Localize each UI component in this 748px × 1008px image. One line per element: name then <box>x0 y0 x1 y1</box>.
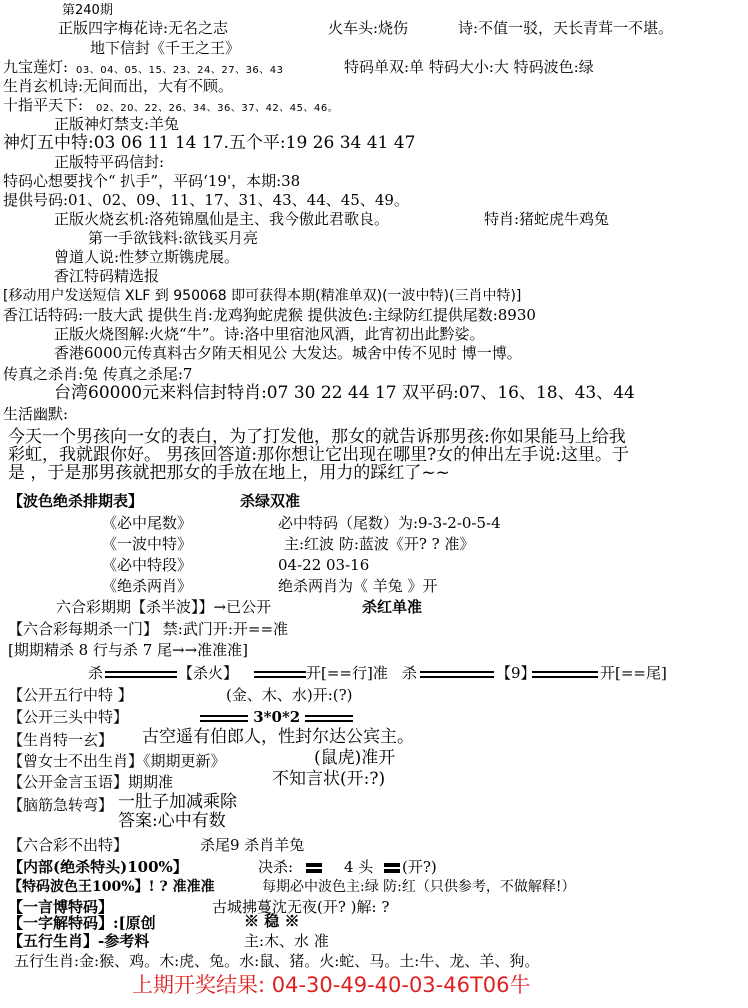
lamp-five-special: 神灯五中特:03 06 11 14 17.五个平:19 26 34 41 47 <box>3 133 416 153</box>
one-char-label: 【一字解特码】:[原创 <box>8 914 156 932</box>
ms-zeng-value: (鼠虎)准开 <box>314 748 396 768</box>
one-wave-label: 《一波中特》 <box>102 535 193 553</box>
humor-title: 生活幽默: <box>3 405 69 423</box>
brain-teaser-answer: 答案:心中有数 <box>118 811 226 831</box>
not-out-label: 【六合彩不出特】 <box>8 836 129 854</box>
three-head-label: 【公开三头中特】 <box>8 708 129 726</box>
zodiac-special-poem: 古空遥有伯郎人，性封尔达公宾主。 <box>142 727 414 747</box>
plum-poem: 正版四字梅花诗:无名之志 <box>58 19 229 37</box>
five-element-special-label: 【公开五行中特 】 <box>8 686 133 704</box>
special-flat-envelope: 正版特平码信封: <box>54 153 165 171</box>
inner-kill-prefix: 决杀: <box>258 858 294 876</box>
zodiac-mystery-poem: 生肖玄机诗:无间而出，大有不顾。 <box>3 77 234 95</box>
poem: 诗:不值一驳，天长青茸一不堪。 <box>458 19 674 37</box>
three-head-value: 3*0*2 <box>253 708 301 726</box>
one-wave-value: 主:红波 防:蓝波《开? ? 准》 <box>284 535 475 553</box>
kill-label-2: 杀 <box>402 664 418 682</box>
joke-line: 彩虹，我就跟你好。 男孩回答道:那你想让它出现在哪里?女的伸出左手说:这里。于 <box>8 445 629 465</box>
underground-envelope: 地下信封《千王之王》 <box>90 39 241 57</box>
last-draw-result: 上期开奖结果: 04-30-49-40-03-46T06牛 <box>132 973 531 997</box>
zeng-says: 曾道人说:性梦立斯镌虎展。 <box>54 248 240 266</box>
inner-kill-open: (开?) <box>402 858 437 876</box>
kill-one-gate: 【六合彩每期杀一门】 禁:武门开:开==准 <box>8 620 289 638</box>
not-out-value: 杀尾9 杀肖羊兔 <box>200 836 305 854</box>
five-elements-kill: [期期精杀 8 行与杀 7 尾→→准准准] <box>8 641 249 659</box>
train-head: 火车头:烧伤 <box>328 19 409 37</box>
five-element-zodiac-label: 【五行生肖】-参考料 <box>8 932 150 950</box>
special-zodiac: 特肖:猪蛇虎牛鸡兔 <box>484 210 610 228</box>
lotus-lamp-label: 九宝莲灯: <box>3 58 69 76</box>
special-odd-even: 特码单双:单 特码大小:大 特码波色:绿 <box>344 58 594 76</box>
half-wave-label: 六合彩期期【杀半波】】→已公开 <box>56 598 272 616</box>
color-kill-title: 【波色绝杀排期表】 <box>8 492 144 510</box>
must-segment-label: 《必中特段》 <box>102 556 193 574</box>
golden-words-label: 【公开金言玉语】期期准 <box>8 773 174 791</box>
brain-teaser-label: 【脑筋急转弯】 <box>8 796 114 814</box>
ten-fingers-numbers: 02、20、22、26、34、36、37、42、45、46。 <box>96 103 339 114</box>
hk-fax-material: 香港6000元传真料古夕陏天相见公 大发达。城舍中传不见时 博一博。 <box>54 344 522 362</box>
kill-nine: 【9】 <box>496 664 536 682</box>
one-word-label: 【一言博特码】 <box>8 898 114 916</box>
brain-teaser-question: 一肚子加减乘除 <box>118 792 237 812</box>
must-segment-value: 04-22 03-16 <box>278 556 370 574</box>
open-element: 开[==行]准 <box>306 664 388 682</box>
xiangjiang-special: 香江话特码:一肢大武 提供生肖:龙鸡狗蛇虎猴 提供波色:主绿防红提供尾数:8930 <box>3 306 536 324</box>
one-char-value: ※ 稳 ※ <box>244 912 300 930</box>
ten-fingers-label: 十指平天下: <box>3 96 84 114</box>
kill-fire: 【杀火】 <box>178 664 239 682</box>
golden-words-value: 不知言状(开:?) <box>272 769 386 789</box>
joke-line: 是 ，于是那男孩就把那女的手放在地上，用力的踩红了~~ <box>8 463 450 483</box>
joke-line: 今天一个男孩向一女的表白，为了打发他，那女的就告诉那男孩:你如果能马上给我 <box>8 427 626 447</box>
one-word-value: 古城拂蔓沈无夜(开? )解: ? <box>212 898 390 916</box>
kill-two-label: 《绝杀两肖》 <box>102 577 193 595</box>
lotus-lamp-numbers: 03、04、05、15、23、24、27、36、43 <box>76 65 284 76</box>
kill-red-tag: 杀红单准 <box>362 598 423 616</box>
kill-two-value: 绝杀两肖为《 羊兔 》开 <box>278 577 438 595</box>
lamp-forbidden: 正版神灯禁支:羊兔 <box>54 115 180 133</box>
ms-zeng-label: 【曾女士不出生肖】《期期更新》 <box>8 752 226 770</box>
sms-promo: [移动用户发送短信 XLF 到 950068 即可获得本期(精准单双)(一波中特)(三肖中特)] <box>3 288 522 304</box>
provided-numbers: 提供号码:01、02、09、11、17、31、43、44、45、49。 <box>3 191 409 209</box>
open-tail: 开[==尾] <box>600 664 667 682</box>
first-hand-material: 第一手欲钱料:欲钱买月亮 <box>88 229 259 247</box>
five-element-zodiac-list: 五行生肖:金:猴、鸡。木:虎、兔。水:鼠、猪。火:蛇、马。土:牛、龙、羊、狗。 <box>14 952 540 970</box>
fax-kill-zodiac: 传真之杀肖:兔 传真之杀尾:7 <box>3 365 193 383</box>
inner-kill-label: 【内部(绝杀特头)100%】 <box>8 858 188 876</box>
must-tail-value: 必中特码（尾数）为:9-3-2-0-5-4 <box>278 514 501 532</box>
zodiac-special-label: 【生肖特一玄】 <box>8 731 114 749</box>
special-code-hint: 特码心想要找个“ 扒手”，平码‘19'，本期:38 <box>3 172 301 190</box>
five-element-zodiac-value: 主:木、水 准 <box>244 932 329 950</box>
inner-kill-head: 4 头 <box>344 858 374 876</box>
must-tail-label: 《必中尾数》 <box>102 514 193 532</box>
kill-green-tag: 杀绿双准 <box>240 492 301 510</box>
color-king-label: 【特码波色王100%】! ? 准准准 <box>8 879 215 895</box>
fire-diagram: 正版火烧图解:火烧“牛”。诗:洛中里宿池风酒，此宵初出此黔娑。 <box>54 325 485 343</box>
issue-number: 第240期 <box>62 3 113 18</box>
color-king-value: 每期必中波色主:绿 防:红（只供参考，不做解释!） <box>262 879 576 895</box>
taiwan-envelope: 台湾60000元来料信封特肖:07 30 22 44 17 双平码:07、16、18、43、44 <box>54 383 635 403</box>
fire-mystery: 正版火烧玄机:洛苑锦凰仙是主、我今傲此君歌良。 <box>54 210 390 228</box>
xiangjiang-report-title: 香江特码精选报 <box>54 267 160 285</box>
kill-label: 杀 <box>88 664 104 682</box>
five-element-special-value: (金、木、水)开:(?) <box>226 686 353 704</box>
